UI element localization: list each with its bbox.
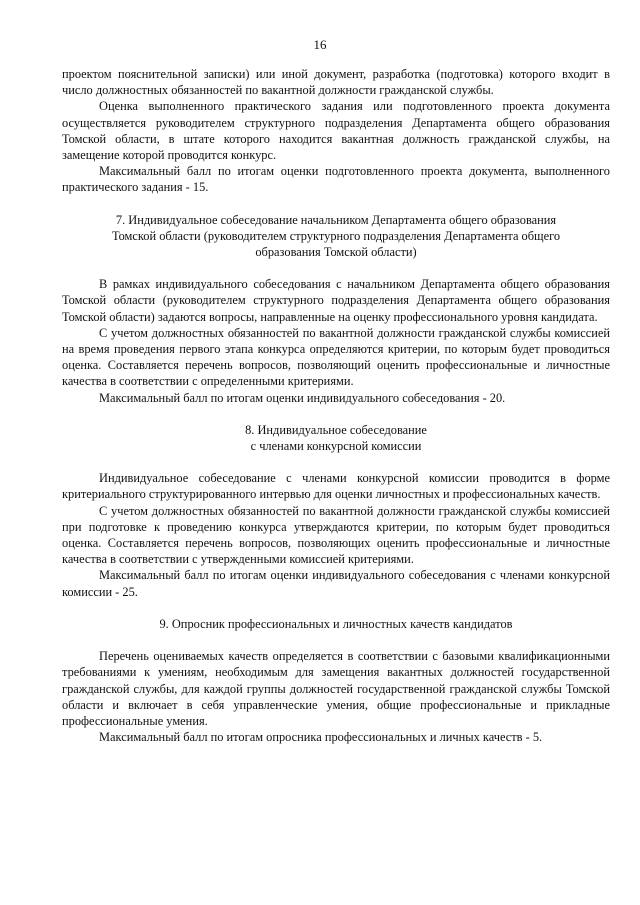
spacer — [62, 454, 610, 470]
section-heading — [62, 616, 610, 632]
paragraph: Индивидуальное собеседование с членами конкурсной комиссии проводится в форме критериального структурированного интервью для оценки личностных и профессиональных качеств. — [62, 471, 610, 502]
paragraph: Максимальный балл по итогам опросника профессиональных и личных качеств - 5. — [99, 730, 543, 745]
spacer — [62, 406, 610, 422]
section-heading — [62, 212, 610, 261]
spacer — [62, 260, 610, 276]
spacer — [62, 600, 610, 616]
paragraph: Оценка выполненного практического задания или подготовленного проекта документа осуществляется руководителем структурного подразделения Департамента общего образования Томской области, в штате которого находится вакантная должность гражданской службы, на замещение которой проводится конкурс. — [62, 99, 610, 163]
heading-line: образования Томской области) — [255, 245, 417, 260]
spacer — [62, 196, 610, 212]
paragraph: Перечень оцениваемых качеств определяется в соответствии с базовыми квалификационными требованиями к умениям, необходимым для замещения вакантных должностей государственной гражданской службы, для каждой группы должностей государственной гражданской службы Томской области и включает в себя управленческие умения, общие профессиональные и прикладные профессиональные умения. — [62, 649, 610, 728]
document-body — [62, 66, 610, 745]
heading-line: с членами конкурсной комиссии — [250, 439, 422, 454]
paragraph: С учетом должностных обязанностей по вакантной должности гражданской службы комиссией на время проведения первого этапа конкурса определяются критерии, по которым будет проводиться оценка. Составляется перечень вопросов, позволяющий оценить профессиональные и личностные качества в соответствии с определенными критериями. — [62, 325, 610, 389]
heading-line: 9. Опросник профессиональных и личностных качеств кандидатов — [159, 616, 513, 631]
heading-line: 8. Индивидуальное собеседование — [245, 422, 427, 437]
spacer — [62, 632, 610, 648]
paragraph: Максимальный балл по итогам оценки индивидуального собеседования с членами конкурсной комиссии - 25. — [62, 568, 610, 599]
heading-line: 7. Индивидуальное собеседование начальником Департамента общего образования — [115, 212, 557, 227]
page-number: 16 — [313, 37, 327, 52]
paragraph: проектом пояснительной записки) или иной документ, разработка (подготовка) которого входит в число должностных обязанностей по вакантной должности гражданской службы. — [62, 67, 610, 98]
heading-line: Томской области (руководителем структурного подразделения Департамента общего — [111, 228, 561, 243]
paragraph: Максимальный балл по итогам оценки подготовленного проекта документа, выполненного практического задания - 15. — [62, 164, 610, 195]
paragraph: С учетом должностных обязанностей по вакантной должности гражданской службы комиссией при подготовке к проведению конкурса утверждаются критерии, по которым будет проводиться оценка. Составляется перечень вопросов, позволяющих оценить профессиональные и личностные качества в соответствии с утвержденными комиссией критериями. — [62, 503, 610, 567]
section-heading — [62, 422, 610, 454]
paragraph: Максимальный балл по итогам оценки индивидуального собеседования - 20. — [99, 390, 506, 405]
paragraph: В рамках индивидуального собеседования с начальником Департамента общего образования Томской области (руководителем структурного подразделения Департамента общего образования Томской области) задаются вопросы, направленные на оценку профессионального уровня кандидата. — [62, 277, 610, 324]
